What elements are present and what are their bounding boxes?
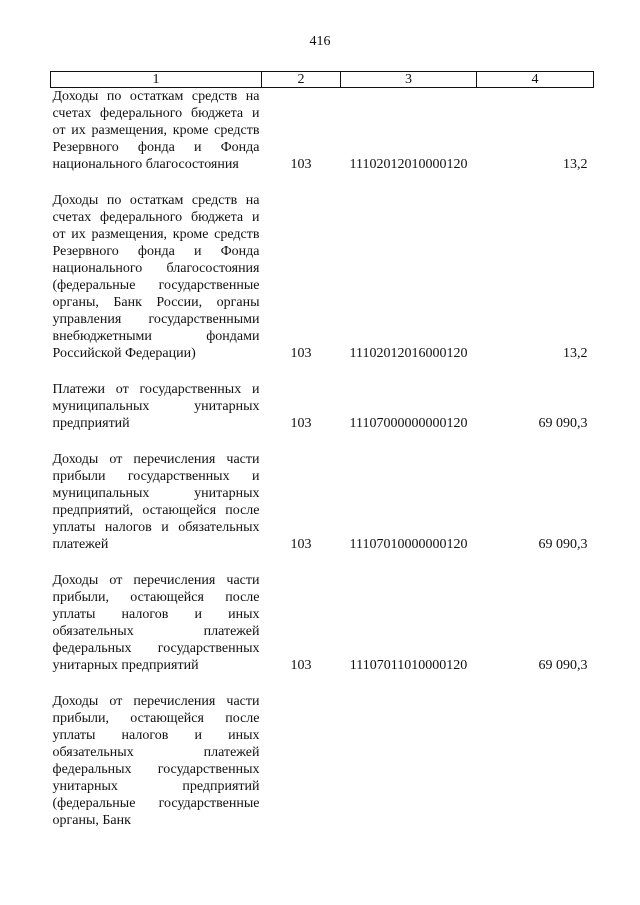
column-header-1: 1 xyxy=(51,72,262,88)
admin-code-cell: 103 xyxy=(290,416,312,431)
revenue-name: Платежи от государственных и муниципальных унитарных предприятий xyxy=(52,382,260,431)
table-row xyxy=(51,88,594,174)
row-name-cell xyxy=(51,553,262,674)
row-name-cell xyxy=(51,432,262,553)
table-header-row xyxy=(51,72,594,88)
revenue-name: Доходы от перечисления части прибыли, остающейся после уплаты налогов и иных обязательных платежей федеральных государственных унитарных предприятий xyxy=(52,573,260,673)
column-header-3: 3 xyxy=(341,72,477,88)
row-name-cell xyxy=(51,88,262,174)
revenue-name: Доходы по остаткам средств на счетах федерального бюджета и от их размещения, кроме средств Резервного фонда и Фонда национального благосостояния xyxy=(52,89,260,172)
amount-cell: 13,2 xyxy=(563,346,588,361)
budget-code-cell: 11102012016000120 xyxy=(349,346,468,361)
amount-cell: 13,2 xyxy=(563,157,588,172)
amount-cell xyxy=(477,674,594,829)
revenue-table xyxy=(50,71,594,829)
budget-code-cell: 11107010000000120 xyxy=(349,537,468,552)
table-row xyxy=(51,553,594,674)
admin-code-cell: 103 xyxy=(290,537,312,552)
table-row xyxy=(51,674,594,829)
budget-code-cell: 11107000000000120 xyxy=(349,416,468,431)
row-name-cell xyxy=(51,173,262,362)
table-row xyxy=(51,362,594,432)
admin-code-cell xyxy=(262,674,341,829)
budget-code-cell: 11102012010000120 xyxy=(349,157,468,172)
revenue-name: Доходы от перечисления части прибыли, остающейся после уплаты налогов и иных обязательных платежей федеральных государственных унитарных предприятий (федеральные государственные органы, Банк xyxy=(52,694,260,828)
row-name-cell xyxy=(51,674,262,829)
amount-cell: 69 090,3 xyxy=(538,416,588,431)
admin-code-cell: 103 xyxy=(290,157,312,172)
page-number: 416 xyxy=(309,34,331,49)
admin-code-cell: 103 xyxy=(290,658,312,673)
budget-code-cell: 11107011010000120 xyxy=(349,658,468,673)
table-row xyxy=(51,173,594,362)
column-header-4: 4 xyxy=(477,72,594,88)
revenue-name: Доходы по остаткам средств на счетах федерального бюджета и от их размещения, кроме средств Резервного фонда и Фонда национального благосостояния (федеральные государственные органы, Банк России, органы управления государственными внебюджетными фондами Российской Федерации) xyxy=(52,193,260,361)
table-row xyxy=(51,432,594,553)
column-header-2: 2 xyxy=(262,72,341,88)
admin-code-cell: 103 xyxy=(290,346,312,361)
budget-code-cell xyxy=(341,674,477,829)
amount-cell: 69 090,3 xyxy=(538,537,588,552)
amount-cell: 69 090,3 xyxy=(538,658,588,673)
row-name-cell xyxy=(51,362,262,432)
revenue-name: Доходы от перечисления части прибыли государственных и муниципальных унитарных предприятий, остающейся после уплаты налогов и обязательных платежей xyxy=(52,452,260,552)
